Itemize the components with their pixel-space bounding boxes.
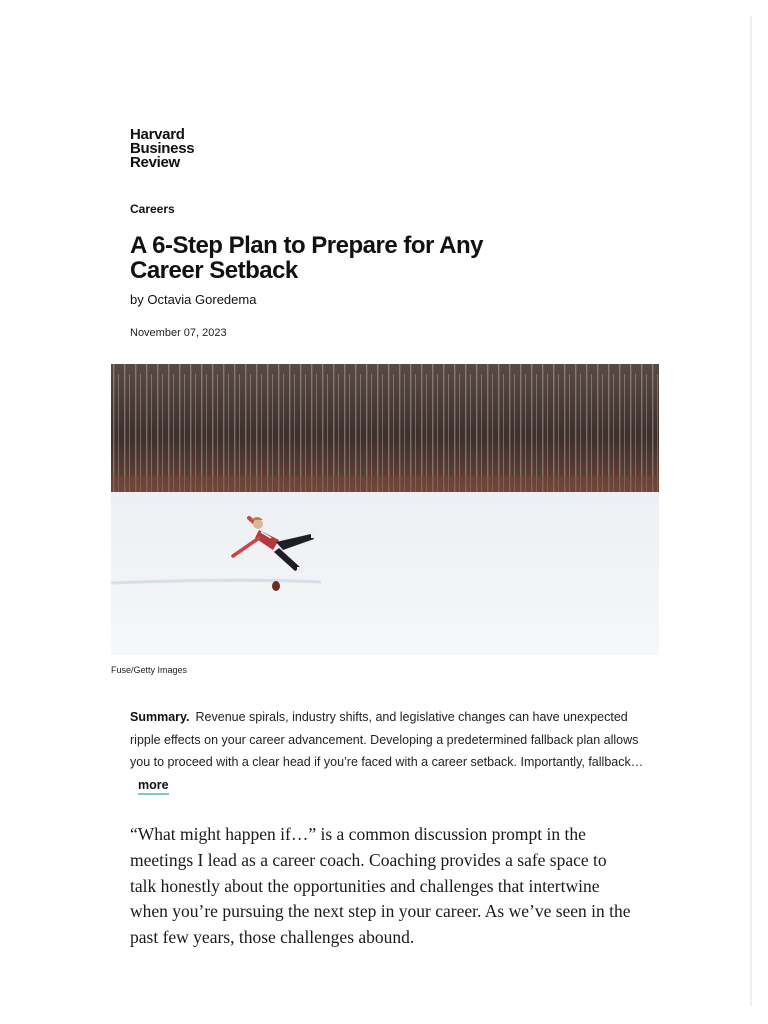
article-summary — [130, 706, 645, 796]
summary-label: Summary. — [130, 710, 190, 724]
summary-text: Revenue spirals, industry shifts, and legislative changes can have unexpected ripple effects on your career advancement. Developing a predetermined fallback plan allows you to proceed with a clear head if you’re faced with a career setback. Importantly, fallback… — [130, 710, 644, 769]
hbr-logo[interactable] — [130, 128, 194, 170]
page-edge-divider — [750, 16, 752, 1006]
hero-image — [111, 364, 659, 655]
logo-line-1: Harvard — [130, 126, 185, 143]
article-body-paragraph: “What might happen if…” is a common discussion prompt in the meetings I lead as a career coach. Coaching provides a safe space to talk honestly about the opportunities and challenges that intertwine when you’re pursuing the next step in your career. As we’ve seen in the past few years, those challenges abound. — [130, 824, 631, 948]
article-title: A 6-Step Plan to Prepare for Any Career Setback — [130, 232, 483, 284]
article-byline: by Octavia Goredema — [130, 292, 257, 307]
image-credit: Fuse/Getty Images — [111, 665, 188, 675]
article-category[interactable]: Careers — [130, 202, 175, 216]
logo-line-2: Business — [130, 140, 195, 157]
more-link[interactable]: more — [138, 778, 169, 795]
article-date: November 07, 2023 — [130, 327, 227, 339]
logo-line-3: Review — [130, 154, 180, 171]
